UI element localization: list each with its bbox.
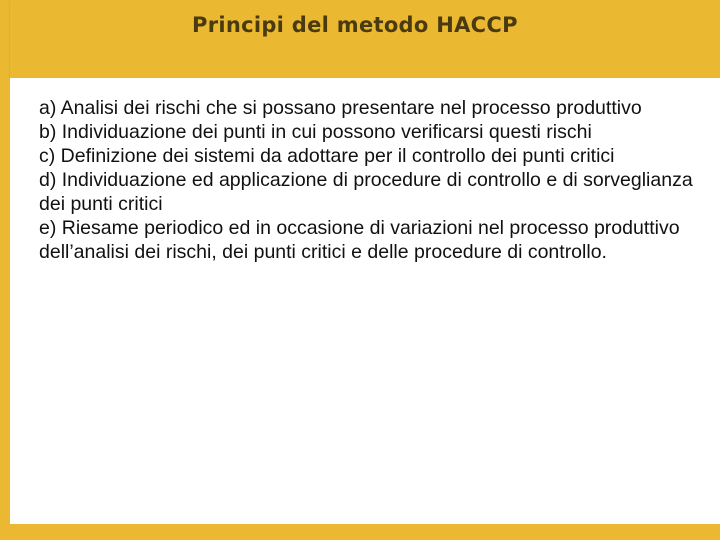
principle-item: b) Individuazione dei punti in cui possono verificarsi questi rischi — [39, 121, 592, 143]
principle-item: d) Individuazione ed applicazione di procedure di controllo e di sorveglianza dei punti critici — [39, 169, 693, 215]
slide-title: Principi del metodo HACCP — [192, 13, 518, 37]
bottom-band — [10, 524, 720, 540]
principles-list — [39, 96, 699, 264]
principle-item: a) Analisi dei rischi che si possano presentare nel processo produttivo — [39, 97, 642, 119]
title-band — [10, 0, 720, 78]
principle-item: e) Riesame periodico ed in occasione di variazioni nel processo produttivo dell’analisi dei rischi, dei punti critici e delle procedure di controllo. — [39, 217, 680, 263]
principle-item: c) Definizione dei sistemi da adottare per il controllo dei punti critici — [39, 145, 615, 167]
